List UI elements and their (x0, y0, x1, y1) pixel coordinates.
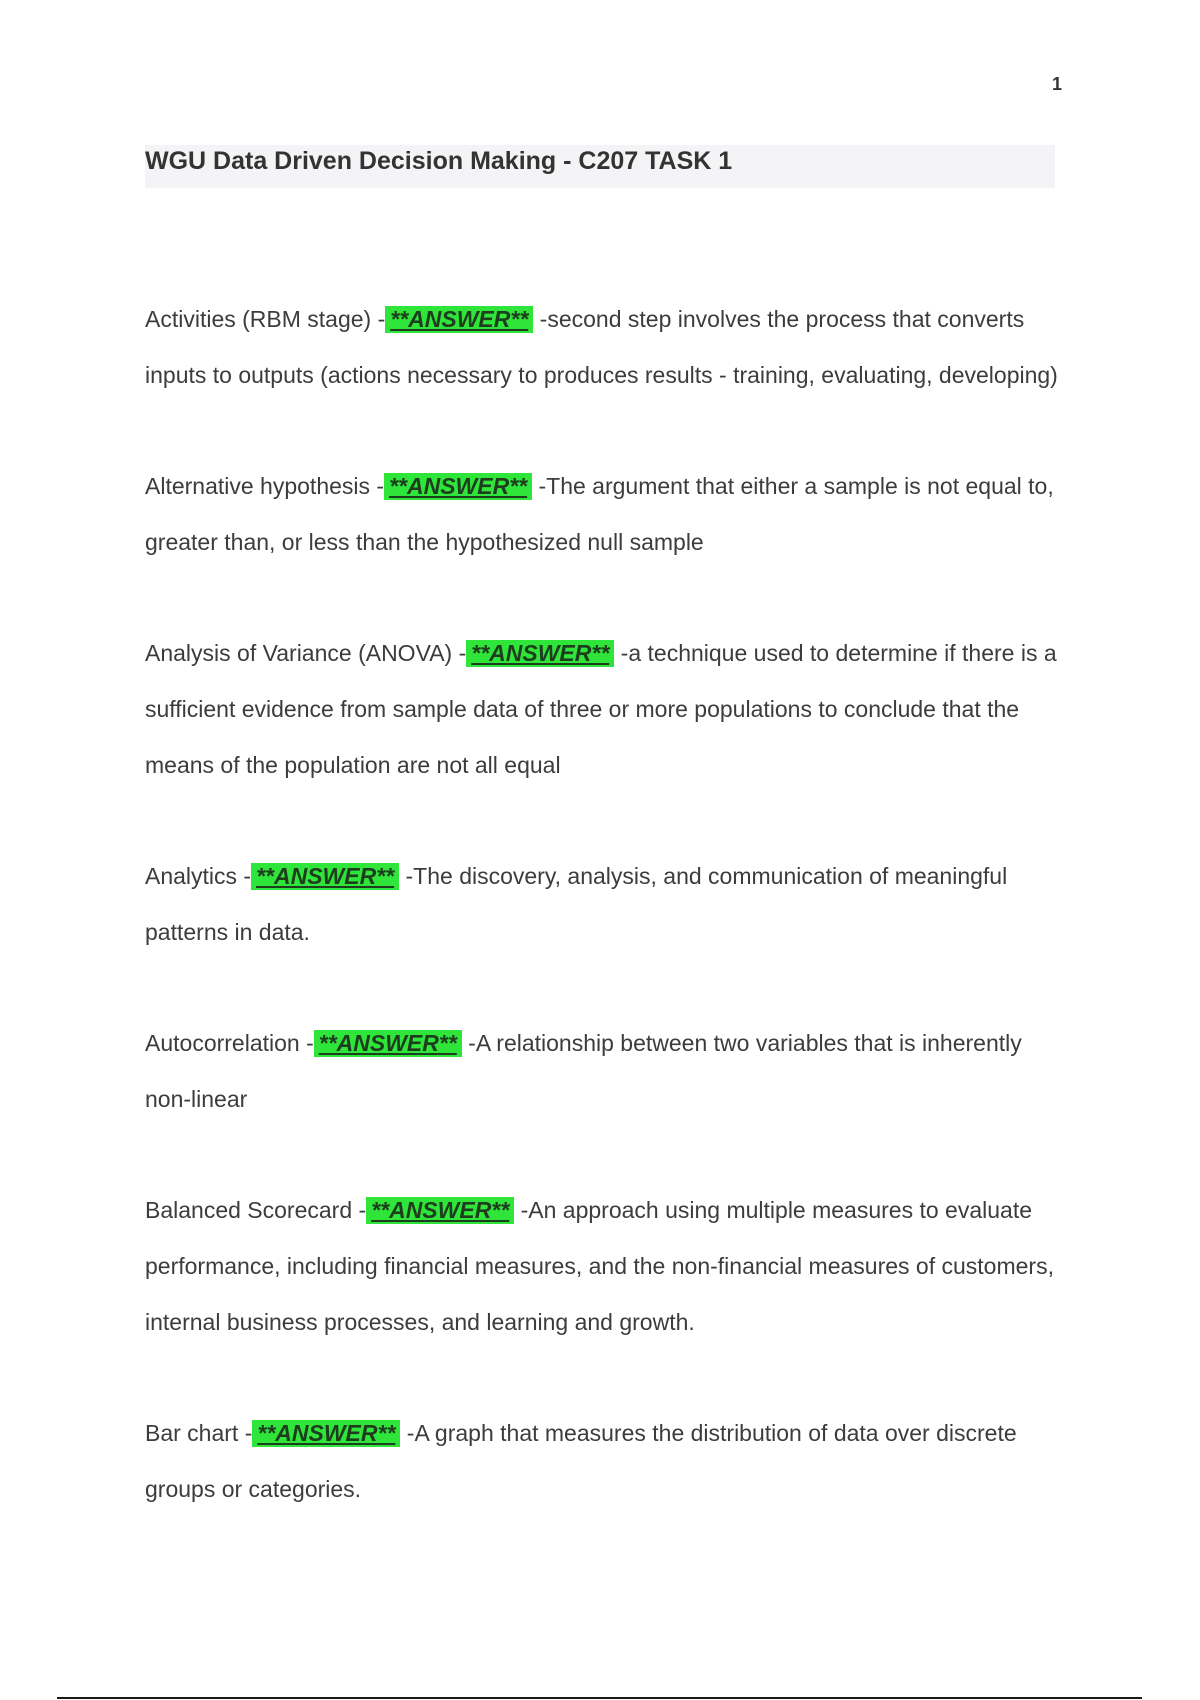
entry-term: Alternative hypothesis - (145, 473, 385, 499)
glossary-entry (145, 1405, 1065, 1517)
glossary-entry (145, 291, 1065, 403)
glossary-entry (145, 1015, 1065, 1127)
answer-highlight: **ANSWER** (252, 1420, 400, 1447)
page-title: WGU Data Driven Decision Making - C207 TASK 1 (145, 147, 733, 175)
entry-term: Bar chart - (145, 1420, 253, 1446)
entry-definition: -The argument that either a sample is not equal to, greater than, or less than the hypothesized null sample (145, 473, 1054, 555)
entry-term: Balanced Scorecard - (145, 1197, 367, 1223)
answer-highlight: **ANSWER** (384, 473, 532, 500)
entry-definition: -The discovery, analysis, and communication of meaningful patterns in data. (145, 863, 1008, 945)
entry-definition: -A relationship between two variables that is inherently non-linear (145, 1030, 1022, 1112)
answer-highlight: **ANSWER** (366, 1197, 514, 1224)
answer-highlight: **ANSWER** (251, 863, 399, 890)
entry-term: Analytics - (145, 863, 252, 889)
entry-term: Activities (RBM stage) - (145, 306, 386, 332)
answer-highlight: **ANSWER** (466, 640, 614, 667)
footer-divider (57, 1697, 1142, 1699)
entry-term: Autocorrelation - (145, 1030, 314, 1056)
glossary-entry (145, 625, 1065, 793)
glossary-entry (145, 1182, 1065, 1350)
answer-highlight: **ANSWER** (385, 306, 533, 333)
glossary-entries (145, 291, 1065, 1572)
page-number: 1 (1052, 74, 1063, 94)
entry-definition: -A graph that measures the distribution of data over discrete groups or categories. (145, 1420, 1017, 1502)
entry-definition: -An approach using multiple measures to evaluate performance, including financial measures, and the non-financial measures of customers, internal business processes, and learning and growth. (145, 1197, 1054, 1335)
glossary-entry (145, 848, 1065, 960)
glossary-entry (145, 458, 1065, 570)
entry-definition: -second step involves the process that converts inputs to outputs (actions necessary to produces results - training, evaluating, developing) (145, 306, 1058, 388)
answer-highlight: **ANSWER** (314, 1030, 462, 1057)
entry-term: Analysis of Variance (ANOVA) - (145, 640, 467, 666)
entry-definition: -a technique used to determine if there is a sufficient evidence from sample data of three or more populations to conclude that the means of the population are not all equal (145, 640, 1057, 778)
